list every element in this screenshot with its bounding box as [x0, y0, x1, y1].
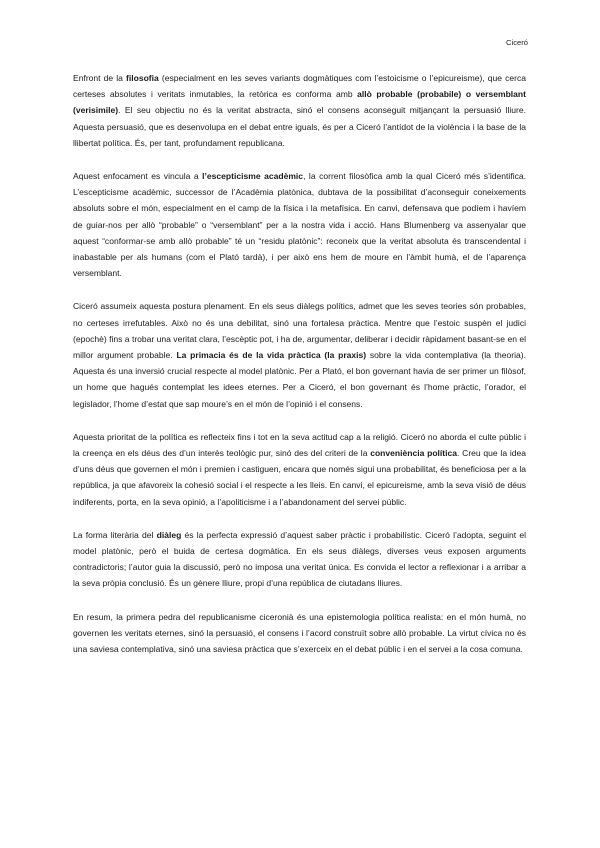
text-run: La forma literària del	[73, 529, 157, 540]
paragraph	[73, 70, 526, 151]
text-run: Enfront de la	[73, 73, 126, 83]
text-run: . Creu que la idea d’uns déus que governen el món i premien i castiguen, encara que només sigui una probabilitat, és beneficiosa per a la república, ja que afavoreix la cohesió social i el respecte a les lleis. En canvi, el epicureisme, amb la seva visió de déus indiferents, porta, en la seva opinió, a l’apoliticisme i a l’abandonament del servei públic.	[73, 448, 526, 507]
bold-term: conveniència política	[370, 448, 458, 459]
paragraph	[73, 168, 526, 281]
text-run: . El seu objectiu no és la veritat abstracta, sinó el consens aconseguit mitjançant la persuasió lliure. Aquesta persuasió, que es desenvolupa en el debat entre iguals, és per a Ciceró l’antídot de la violència i la base de la llibertat política. És, per tant, profundament republicana.	[73, 105, 526, 148]
bold-term: La primacia és de la vida pràctica	[176, 350, 321, 361]
text-run: Aquesta prioritat de la política es reflecteix fins i tot en la seva actitud cap a la religió. Ciceró no aborda el culte públic i la creença en els déus des d’un interès teològic pur, sinó des del criteri de la	[73, 431, 526, 459]
bold-term: diàleg	[156, 529, 182, 540]
bold-term: o versemblant	[465, 89, 527, 100]
text-run: , la corrent filosòfica amb la qual Ciceró més s’identifica. L’escepticisme acadèmic, successor de l’Acadèmia platònica, dubtava de la possibilitat d’aconseguir coneixements absoluts sobre el món, especialment en el camp de la física i la metafísica. En canvi, defensava que podíem i havíem de guiar-nos per allò “probable” o “versemblant” per a la nostra vida i acció. Hans Blumenberg va assenyalar que aquest “conformar-se amb allò probable” té un “residu platònic”: reconeix que la veritat absoluta és transcendental i inabastable per als humans (com el Plató tardà), i per això ens hem de moure en l’àmbit humà, el de l’aparença versemblant.	[73, 171, 526, 279]
bold-term: (la praxis)	[324, 350, 367, 361]
bold-term: filosofia	[126, 73, 159, 83]
text-run: En resum, la primera pedra del republicanisme ciceronià és una epistemologia política realista: en el món humà, no governen les veritats eternes, sinó la persuasió, el consens i l’acord construït sobre allò probable. La virtut cívica no és una saviesa contemplativa, sinó una saviesa pràctica que s’exerceix en el debat públic i en el servei a la cosa comuna.	[73, 611, 526, 655]
paragraph	[73, 609, 526, 658]
text-run: Ciceró assumeix aquesta postura plenament. En els seus diàlegs polítics, admet que les seves teories són probables, no certeses irrefutables. Això no és una debilitat, sinó una fortalesa pràctica. Mentre que l’estoic suspèn el judici (epochè) fins a trobar una veritat clara, l’escèptic pot, i ha de, argumentar, deliberar i decidir ràpidament basant-se en el millor argument probable.	[73, 301, 526, 361]
paragraph	[73, 527, 526, 592]
paragraph	[73, 429, 526, 510]
bold-term: (probabile)	[417, 89, 462, 100]
bold-term: l’escepticisme acadèmic	[202, 171, 304, 182]
text-run: Aquest enfocament es vincula a	[73, 171, 203, 182]
running-header: Ciceró	[506, 38, 528, 47]
text-run: sobre la vida contemplativa (la theoria). Aquesta és una inversió crucial respecte al model platònic. Per a Plató, el bon governant havia de ser primer un filòsof, un home que hagués contemplat les idees eternes. Per a Ciceró, el bon governant és l’home pràctic, l’orador, el legislador, l’home d’estat que sap moure’s en el món de l’opinió i el consens.	[73, 350, 526, 409]
text-run: és la perfecta expressió d’aquest saber pràctic i probabilístic. Ciceró l’adopta, seguint el model platònic, però el buida de certesa dogmàtica. En els seus diàlegs, diverses veus exposen arguments contradictoris; l’autor guia la discussió, però no imposa una veritat única. Es convida el lector a reflexionar i a arribar a la seva pròpia conclusió. És un gènere lliure, propi d’una república de ciutadans lliures.	[73, 529, 526, 589]
text-run: (especialment en les seves variants dogmàtiques com l’estoicisme o l’epicureisme), que cerca certeses absolutes i veritats inmutables, la retòrica es conforma amb	[73, 73, 527, 100]
bold-term: allò probable	[357, 89, 413, 100]
bold-term: (verisimile)	[73, 105, 119, 116]
document-body	[73, 70, 526, 674]
paragraph	[73, 298, 526, 411]
